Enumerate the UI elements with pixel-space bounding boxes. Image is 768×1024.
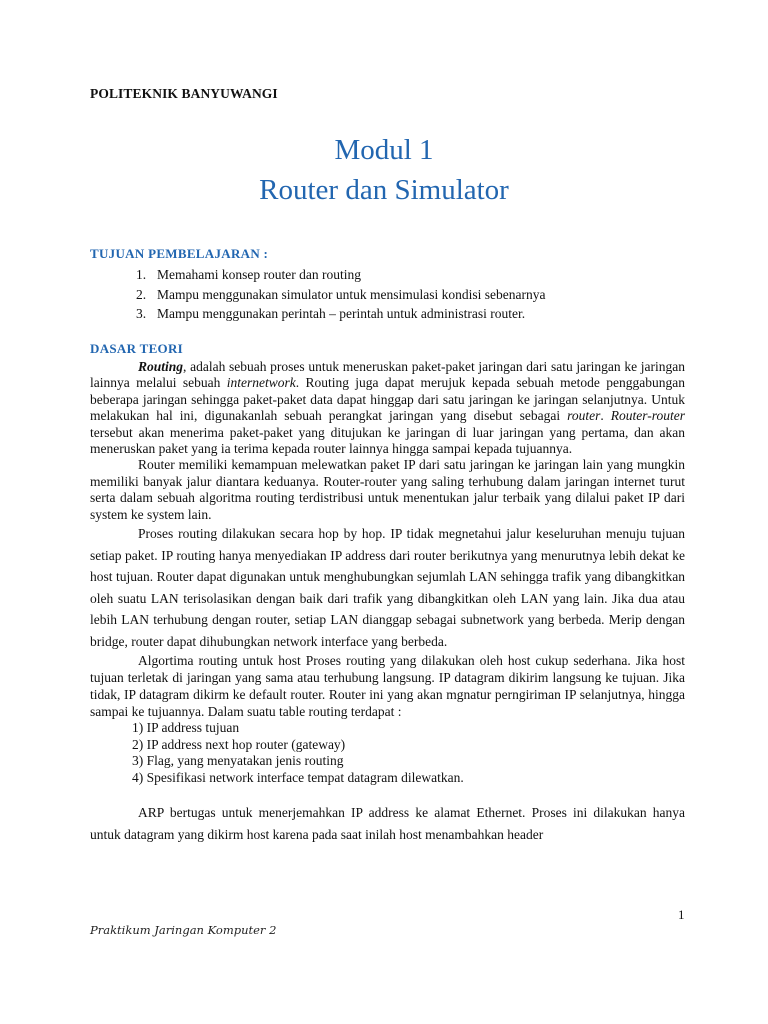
routing-table-item: 3) Flag, yang menyatakan jenis routing <box>132 753 344 769</box>
routing-table-list <box>90 720 685 786</box>
objective-item <box>136 304 696 324</box>
routing-table-item: 2) IP address next hop router (gateway) <box>132 736 346 752</box>
module-title: Router dan Simulator <box>259 174 509 206</box>
theory-body <box>90 359 685 845</box>
course-footer: Praktikum Jaringan Komputer 2 <box>90 923 277 937</box>
routing-term: Routing <box>138 359 184 374</box>
objective-item <box>136 285 696 305</box>
objective-number: 3. <box>136 306 147 321</box>
paragraph-text: , adalah sebuah proses untuk meneruskan paket-paket jaringan dari satu jaringan ke jaringan lainnya melalui sebuah <box>90 359 685 391</box>
routing-table-item: 1) IP address tujuan <box>132 720 240 736</box>
objective-number: 2. <box>136 286 147 302</box>
paragraph-text: tersebut akan menerima paket-paket yang ditujukan ke jaringan di luar jaringan yang pertama, dan akan meneruskan paket yang ia terima kepada router lainnya hingga sampai kepada tujuannya. <box>90 424 685 457</box>
page-number: 1 <box>678 907 685 922</box>
paragraph-routing-definition <box>90 359 685 457</box>
institution-header: POLITEKNIK BANYUWANGI <box>90 86 278 101</box>
paragraph-hop-by-hop: Proses routing dilakukan secara hop by hop. IP tidak megnetahui jalur keseluruhan menuju tujuan setiap paket. IP routing hanya menyediakan IP address dari router berikutnya yang menurutnya lebih dekat ke host tujuan. Router dapat digunakan untuk menghubungkan sejumlah LAN sehingga trafik yang dibangkitkan oleh suatu LAN terisolasikan dengan baik dari trafik yang dibangkitkan oleh LAN yang lain. Jika dua atau lebih LAN terhubung dengan router, setiap LAN dianggap sebagai subnetwork yang berbeda. Merip dengan bridge, router dapat dihubungkan network interface yang berbeda. <box>90 526 685 649</box>
objectives-heading: TUJUAN PEMBELAJARAN : <box>90 246 269 261</box>
theory-heading: DASAR TEORI <box>90 341 183 356</box>
router-term: router <box>567 408 601 424</box>
paragraph-text: . <box>600 408 611 424</box>
objective-text: Mampu menggunakan perintah – perintah untuk administrasi router. <box>157 306 526 321</box>
objectives-list <box>136 265 696 324</box>
objective-item <box>136 265 696 285</box>
objective-text: Memahami konsep router dan routing <box>157 267 361 282</box>
module-number-title: Modul 1 <box>334 134 434 166</box>
router-router-term: Router-router <box>610 408 686 424</box>
paragraph-text: . Routing juga dapat merujuk kepada sebuah metode penggabungan beberapa jaringan sehingga paket-paket data dapat hinggap dari satu jaringan ke jaringan selanjutnya. Untuk melakukan hal ini, digunakanlah sebuah perangkat jaringan yang disebut sebagai <box>90 375 685 424</box>
paragraph-host-routing: Algortima routing untuk host Proses routing yang dilakukan oleh host cukup sederhana. Jika host tujuan terletak di jaringan yang sama atau terhubung langsung. IP datagram dikirim langsung ke tujuan. Jika tidak, IP datagram dikirm ke default router. Router ini yang akan mgnatur perngiriman IP selanjutnya, hingga sampai ke tujuannya. Dalam suatu table routing terdapat : <box>90 653 685 720</box>
internetwork-term: internetwork <box>226 375 296 391</box>
objective-number: 1. <box>136 267 147 282</box>
paragraph-arp: ARP bertugas untuk menerjemahkan IP address ke alamat Ethernet. Proses ini dilakukan hanya untuk datagram yang dikirm host karena pada saat inilah host menambahkan header <box>90 805 685 842</box>
objective-text: Mampu menggunakan simulator untuk mensimulasi kondisi sebenarnya <box>157 286 546 302</box>
paragraph-gap <box>90 786 685 802</box>
routing-table-item: 4) Spesifikasi network interface tempat datagram dilewatkan. <box>132 769 464 785</box>
paragraph-router-capability: Router memiliki kemampuan melewatkan paket IP dari satu jaringan ke jaringan lain yang mungkin memiliki banyak jalur diantara keduanya. Router-router yang saling terhubung dalam jaringan internet turut serta dalam sebuah algoritma routing terdistribusi untuk menentukan jalur terbaik yang dilalui paket IP dari system ke system lain. <box>90 457 685 522</box>
